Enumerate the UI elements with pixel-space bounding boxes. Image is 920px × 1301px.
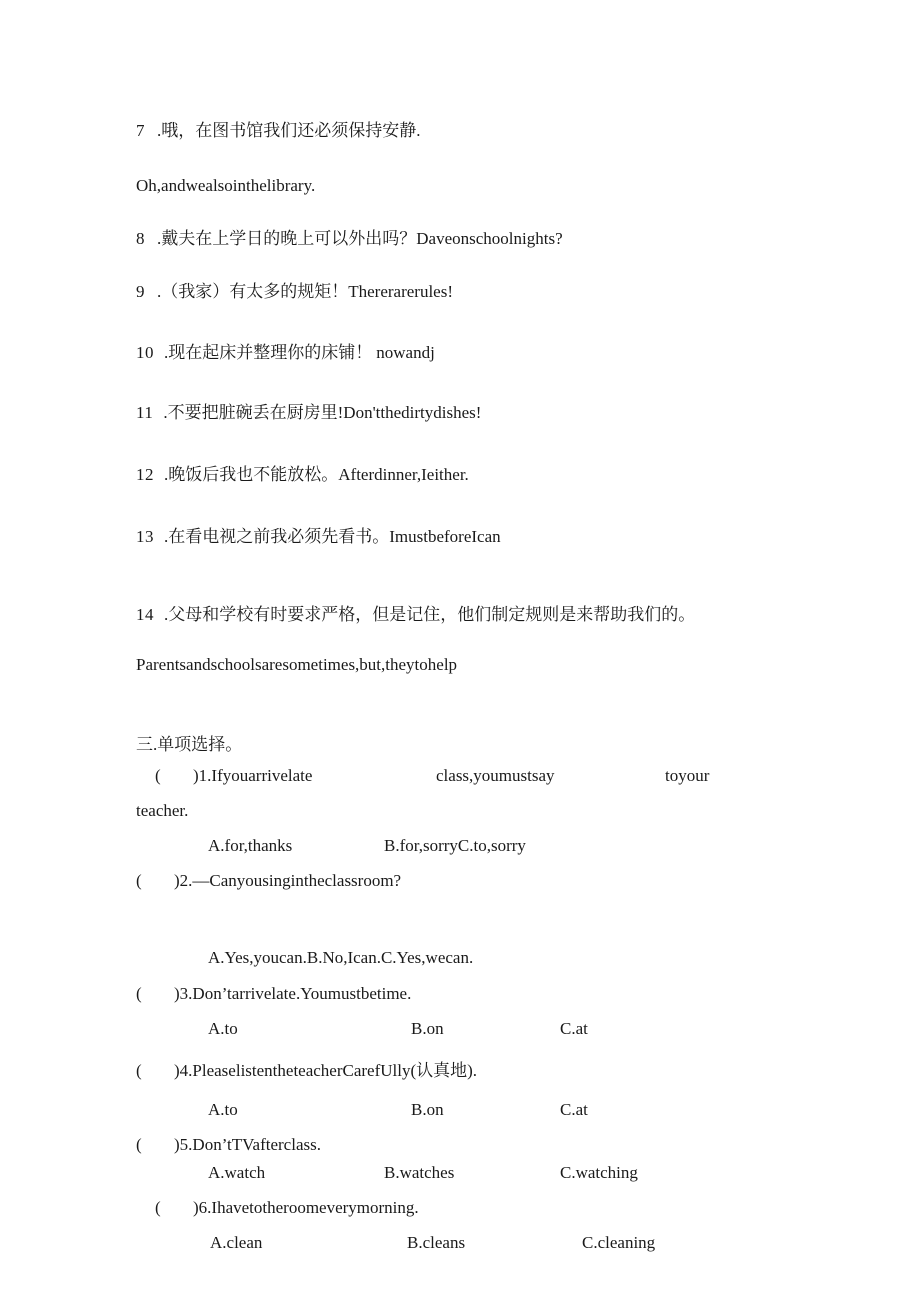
q7-number: 7: [136, 121, 145, 140]
q11-english: Don'tthedirtydishes!: [343, 403, 482, 422]
mc-q3-option-b: B.on: [411, 1019, 444, 1038]
mc-q1-end: toyour: [665, 766, 710, 785]
mc-q2-paren: (: [136, 871, 142, 890]
q10-line: [136, 343, 435, 363]
mc-q5-option-c: C.watching: [560, 1163, 638, 1182]
q14-line: [136, 605, 695, 625]
q7-line: [136, 121, 421, 141]
q13-english: ImustbeforeIcan: [389, 527, 501, 546]
q8-number: 8: [136, 229, 145, 248]
mc-q4-option-b: B.on: [411, 1100, 444, 1119]
mc-q5-paren: (: [136, 1135, 142, 1154]
q13-chinese: .在看电视之前我必须先看书。: [164, 527, 390, 546]
section3-title: 三.单项选择。: [136, 735, 243, 754]
mc-q1-cont: teacher.: [136, 801, 189, 820]
q11-chinese: .不要把脏碗丢在厨房里!: [163, 403, 344, 422]
mc-q3-option-c: C.at: [560, 1019, 588, 1038]
mc-q1-stem: )1.Ifyouarrivelate: [193, 766, 313, 785]
mc-q1-option-a: A.for,thanks: [208, 836, 293, 855]
q8-english: Daveonschoolnights?: [416, 229, 563, 248]
mc-q6-option-c: C.cleaning: [582, 1233, 656, 1252]
mc-q3-stem: )3.Don’tarrivelate.Youmustbetime.: [174, 984, 412, 1003]
q14-number: 14: [136, 605, 154, 624]
q11-number: 11: [136, 403, 154, 422]
mc-q4-stem: )4.PleaselistentheteacherCarefUlly(认真地).: [174, 1061, 478, 1080]
q9-number: 9: [136, 282, 145, 301]
mc-q4-paren: (: [136, 1061, 142, 1080]
mc-q1-option-bc: B.for,sorryC.to,sorry: [384, 836, 526, 855]
mc-q2-options: A.Yes,youcan.B.No,Ican.C.Yes,wecan.: [208, 948, 474, 967]
q14-chinese: .父母和学校有时要求严格，但是记住，他们制定规则是来帮助我们的。: [164, 605, 696, 624]
q8-line: [136, 229, 563, 249]
mc-q5-option-a: A.watch: [208, 1163, 266, 1182]
mc-q1-paren: (: [155, 766, 161, 785]
mc-q5-stem: )5.Don’tTVafterclass.: [174, 1135, 321, 1154]
mc-q6-stem: )6.Ihavetotheroomeverymorning.: [193, 1198, 419, 1217]
q9-line: [136, 282, 453, 302]
mc-q1-mid: class,youmustsay: [436, 766, 555, 785]
q7-chinese: .哦，在图书馆我们还必须保持安静.: [157, 121, 421, 140]
mc-q5-option-b: B.watches: [384, 1163, 455, 1182]
mc-q3-paren: (: [136, 984, 142, 1003]
mc-q6-paren: (: [155, 1198, 161, 1217]
mc-q3-option-a: A.to: [208, 1019, 238, 1038]
q7-answer: Oh,andwealsointhelibrary.: [136, 176, 316, 195]
q12-english: Afterdinner,Ieither.: [338, 465, 469, 484]
q12-number: 12: [136, 465, 154, 484]
q13-line: [136, 527, 501, 547]
q10-chinese: .现在起床并整理你的床铺！: [164, 343, 373, 362]
q12-line: [136, 465, 469, 485]
q12-chinese: .晚饭后我也不能放松。: [164, 465, 339, 484]
q9-english: Thererarerules!: [348, 282, 454, 301]
mc-q6-option-a: A.clean: [210, 1233, 263, 1252]
q10-number: 10: [136, 343, 154, 362]
q8-chinese: .戴夫在上学日的晚上可以外出吗？: [157, 229, 417, 248]
mc-q4-option-c: C.at: [560, 1100, 588, 1119]
mc-q4-option-a: A.to: [208, 1100, 238, 1119]
q13-number: 13: [136, 527, 154, 546]
q14-answer: Parentsandschoolsaresometimes,but,theytohelp: [136, 655, 458, 674]
mc-q6-option-b: B.cleans: [407, 1233, 466, 1252]
q9-chinese: .（我家）有太多的规矩！: [157, 282, 349, 301]
q11-line: [136, 403, 481, 423]
q10-english: nowandj: [376, 343, 435, 362]
mc-q2-stem: )2.—Canyousingintheclassroom?: [174, 871, 402, 890]
